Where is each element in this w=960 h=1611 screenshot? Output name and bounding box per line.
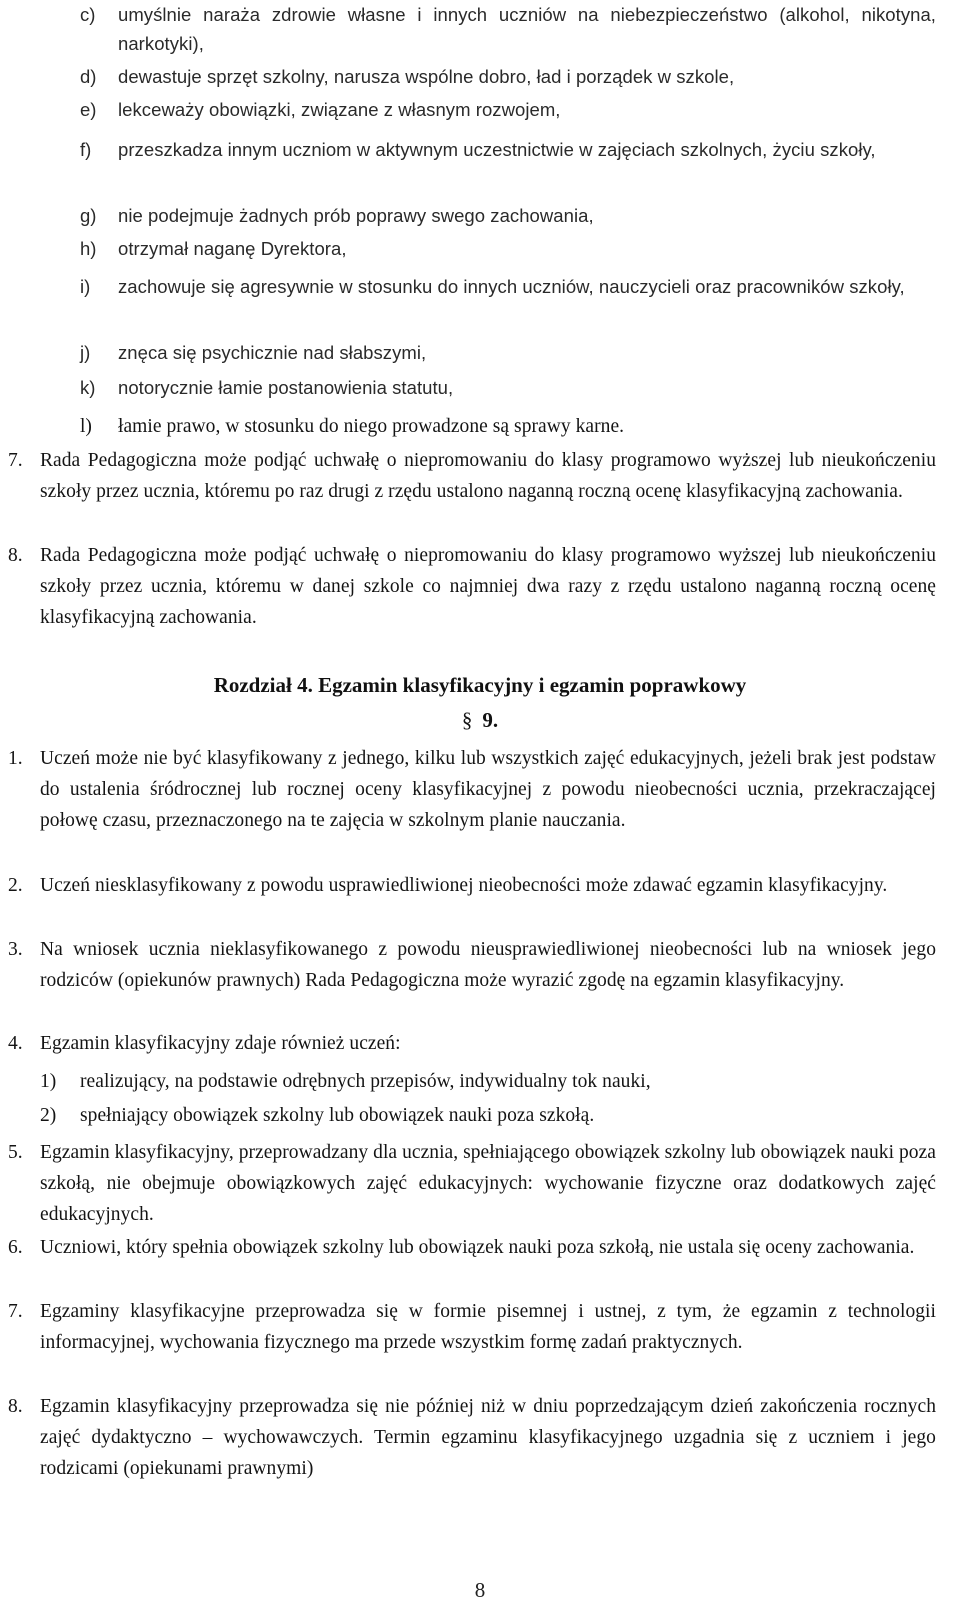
list-item-text: dewastuje sprzęt szkolny, narusza wspólne dobro, ład i porządek w szkole, bbox=[118, 66, 735, 87]
subitem-text: spełniający obowiązek szkolny lub obowiązek nauki poza szkołą. bbox=[80, 1105, 595, 1126]
item-text: Uczniowi, który spełnia obowiązek szkolny lub obowiązek nauki poza szkołą, nie ustala się oceny zachowania. bbox=[40, 1237, 915, 1258]
list-item-label: g) bbox=[80, 205, 97, 226]
item-text: Egzamin klasyfikacyjny, przeprowadzany dla ucznia, spełniającego obowiązek szkolny lub obowiązek nauki poza szkołą, nie obejmuje obowiązkowych zajęć edukacyjnych: wychowanie fizyczne oraz dodatkowych zajęć edukacyjnych. bbox=[40, 1142, 936, 1225]
list-item-text: łamie prawo, w stosunku do niego prowadzone są sprawy karne. bbox=[118, 416, 625, 437]
subitem-text: realizujący, na podstawie odrębnych przepisów, indywidualny tok nauki, bbox=[80, 1071, 651, 1092]
item-text: Uczeń niesklasyfikowany z powodu usprawiedliwionej nieobecności może zdawać egzamin klasyfikacyjny. bbox=[40, 875, 888, 896]
list-item-label: k) bbox=[80, 377, 96, 398]
section-marker bbox=[0, 708, 960, 733]
item-number: 5. bbox=[8, 1142, 23, 1163]
list-item-label: f) bbox=[80, 139, 92, 160]
item-text: Uczeń może nie być klasyfikowany z jednego, kilku lub wszystkich zajęć edukacyjnych, jeżeli brak jest podstaw do ustalenia śródrocznej lub rocznej oceny klasyfikacyjnej z powodu nieobecności ucznia, przekraczającej połowę czasu, przeznaczonego na te zajęcia w szkolnym planie nauczania. bbox=[40, 748, 936, 831]
list-item-text: umyślnie naraża zdrowie własne i innych uczniów na niebezpieczeństwo (alkohol, nikotyna, narkotyki), bbox=[118, 4, 936, 54]
item-text: Egzamin klasyfikacyjny przeprowadza się nie później niż w dniu poprzedzającym dzień zakończenia rocznych zajęć dydaktyczno – wychowawczych. Termin egzaminu klasyfikacyjnego uzgadnia się z uczniem i jego rodzicami (opiekunami prawnymi) bbox=[40, 1396, 936, 1479]
item-text: Egzamin klasyfikacyjny zdaje również uczeń: bbox=[40, 1033, 401, 1054]
item-number: 7. bbox=[8, 1301, 23, 1322]
list-item-text: przeszkadza innym uczniom w aktywnym uczestnictwie w zajęciach szkolnych, życiu szkoły, bbox=[118, 139, 876, 160]
list-item-label: c) bbox=[80, 4, 96, 25]
paragraph-number: 7. bbox=[8, 450, 23, 471]
paragraph-number: 8. bbox=[8, 545, 23, 566]
list-item-text: znęca się psychicznie nad słabszymi, bbox=[118, 342, 427, 363]
item-number: 3. bbox=[8, 939, 23, 960]
subitem-label: 1) bbox=[40, 1071, 57, 1092]
list-item-text: lekceważy obowiązki, związane z własnym rozwojem, bbox=[118, 99, 561, 120]
list-item-text: zachowuje się agresywnie w stosunku do innych uczniów, nauczycieli oraz pracowników szkoły, bbox=[118, 276, 905, 297]
item-number: 4. bbox=[8, 1033, 23, 1054]
item-text: Egzaminy klasyfikacyjne przeprowadza się w formie pisemnej i ustnej, z tym, że egzamin z technologii informacyjnej, wychowania fizycznego ma przede wszystkim formę zadań praktycznych. bbox=[40, 1301, 936, 1353]
paragraph-text: Rada Pedagogiczna może podjąć uchwałę o niepromowaniu do klasy programowo wyższej lub nieukończeniu szkoły przez ucznia, któremu w danej szkole co najmniej dwa razy z rzędu ustalono naganną roczną ocenę klasyfikacyjną zachowania. bbox=[40, 545, 936, 628]
list-item-label: d) bbox=[80, 66, 97, 87]
paragraph-text: Rada Pedagogiczna może podjąć uchwałę o niepromowaniu do klasy programowo wyższej lub nieukończeniu szkoły przez ucznia, któremu po raz drugi z rzędu ustalono naganną roczną ocenę klasyfikacyjną zachowania. bbox=[40, 450, 936, 502]
list-item-text: nie podejmuje żadnych prób poprawy swego zachowania, bbox=[118, 205, 594, 226]
list-item-label: i) bbox=[80, 276, 91, 297]
page-number: 8 bbox=[474, 1578, 486, 1602]
list-item-label: l) bbox=[80, 416, 92, 437]
list-item-text: notorycznie łamie postanowienia statutu, bbox=[118, 377, 454, 398]
section-number: 9. bbox=[482, 708, 499, 732]
item-number: 8. bbox=[8, 1396, 23, 1417]
item-number: 6. bbox=[8, 1237, 23, 1258]
list-item-text: otrzymał naganę Dyrektora, bbox=[118, 238, 347, 259]
item-text: Na wniosek ucznia nieklasyfikowanego z powodu nieusprawiedliwionej nieobecności lub na wniosek jego rodziców (opiekunów prawnych) Rada Pedagogiczna może wyrazić zgodę na egzamin klasyfikacyjny. bbox=[40, 939, 936, 991]
item-number: 1. bbox=[8, 748, 23, 769]
chapter-heading: Rozdział 4. Egzamin klasyfikacyjny i egzamin poprawkowy bbox=[213, 673, 747, 697]
list-item-label: e) bbox=[80, 99, 97, 120]
list-item-label: h) bbox=[80, 238, 97, 259]
section-sign: § bbox=[461, 708, 473, 732]
list-item-label: j) bbox=[80, 342, 91, 363]
subitem-label: 2) bbox=[40, 1105, 57, 1126]
item-number: 2. bbox=[8, 875, 23, 896]
